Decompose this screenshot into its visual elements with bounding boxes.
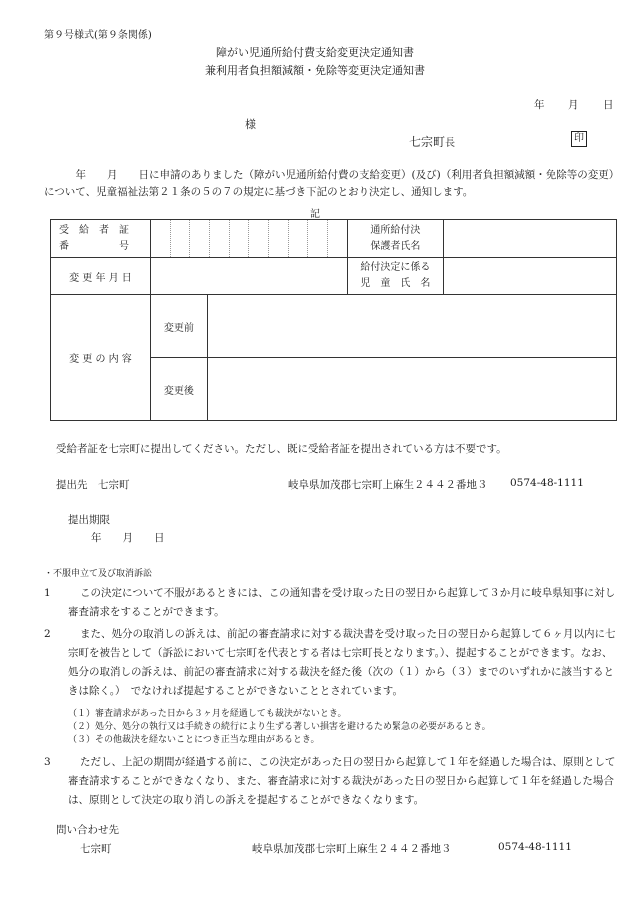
before-change-field[interactable] bbox=[207, 295, 616, 358]
ki-marker: 記 bbox=[310, 209, 320, 220]
objection-item: 1 この決定について不服があるときには、この通知書を受け取った日の翌日から起算して３か月に岐阜県知事に対し審査請求をすることができます。 bbox=[44, 587, 616, 618]
submission-destination: 提出先 七宗町 bbox=[56, 479, 130, 491]
addressee-honorific: 様 bbox=[245, 118, 256, 131]
child-name-field[interactable] bbox=[444, 258, 617, 295]
after-change-label: 変更後 bbox=[150, 358, 207, 421]
notice-text: 年 月 日に申請のありました（障がい児通所給付費の支給変更）(及び)（利用者負担額減額・免除等の変更）について、児童福祉法第２１条の５の７の規定に基づき下記のとおり決定し、通知します。 bbox=[44, 169, 614, 198]
document-title: 障がい児通所給付費支給変更決定通知書 bbox=[216, 46, 414, 59]
objection-sub-item: （２）処分、処分の執行又は手続きの続行により生ずる著しい損害を避けるため緊急の必要があるとき。 bbox=[68, 722, 491, 732]
objection-sub-item: （３）その他裁決を経ないことにつき正当な理由があるとき。 bbox=[68, 735, 320, 745]
guardian-name-field[interactable] bbox=[444, 220, 617, 258]
inquiry-phone: 0574-48-1111 bbox=[498, 841, 572, 853]
submission-note: 受給者証を七宗町に提出してください。ただし、既に受給者証を提出されている方は不要です。 bbox=[56, 443, 507, 455]
change-content-label: 変 更 の 内 容 bbox=[51, 295, 151, 421]
before-change-label: 変更前 bbox=[150, 295, 207, 358]
after-change-field[interactable] bbox=[207, 358, 616, 421]
document-subtitle: 兼利用者負担額減額・免除等変更決定通知書 bbox=[205, 64, 425, 77]
inquiry-town: 七宗町 bbox=[80, 843, 112, 855]
objection-heading: ・不服申立て及び取消訴訟 bbox=[44, 569, 153, 579]
guardian-name-label: 通所給付決 保護者氏名 bbox=[347, 220, 444, 258]
inquiry-address: 岐阜県加茂郡七宗町上麻生２４４２番地３ bbox=[252, 843, 452, 855]
issue-date-day: 日 bbox=[603, 99, 614, 111]
objection-item: 3 ただし、上記の期間が経過する前に、この決定があった日の翌日から起算して１年を経過した場合は、原則として審査請求することができなくなり、また、審査請求に対する裁決があった日の翌日から起算して１年を経過した場合は、原則として決定の取り消しの訴えを提起することができなくなります。 bbox=[44, 756, 616, 806]
recipient-cert-label: 受 給 者 証 番 号 bbox=[51, 220, 151, 258]
deadline-date: 年 月 日 bbox=[91, 532, 165, 544]
inquiry-label: 問い合わせ先 bbox=[56, 824, 119, 836]
submission-phone: 0574-48-1111 bbox=[510, 477, 584, 489]
issuer-name: 七宗町長 bbox=[409, 135, 456, 149]
form-number: 第９号様式(第９条関係) bbox=[44, 30, 152, 41]
submission-address: 岐阜県加茂郡七宗町上麻生２４４２番地３ bbox=[288, 479, 488, 491]
change-date-label: 変 更 年 月 日 bbox=[51, 258, 151, 295]
objection-sub-item: （１）審査請求があった日から３ヶ月を経過しても裁決がないとき。 bbox=[68, 709, 347, 719]
recipient-cert-number-field[interactable] bbox=[150, 220, 347, 258]
decision-table bbox=[50, 219, 617, 421]
objection-item: 2 また、処分の取消しの訴えは、前記の審査請求に対する裁決書を受け取った日の翌日から起算して６ヶ月以内に七宗町を被告として（訴訟において七宗町を代表とする者は七宗町長となります。）、提起することができます。なお、処分の取消しの訴えは、前記の審査請求に対する裁決を経た後（次の（１）から（３）までのいずれかに該当するときは除く。） でなければ提起することができないこととされています。 bbox=[44, 628, 616, 697]
deadline-label: 提出期限 bbox=[68, 514, 110, 526]
child-name-label: 給付決定に係る 児 童 氏 名 bbox=[347, 258, 444, 295]
seal-box: 印 bbox=[571, 131, 587, 147]
issue-date-year: 年 bbox=[534, 99, 545, 111]
issue-date-month: 月 bbox=[568, 99, 579, 111]
change-date-field[interactable] bbox=[150, 258, 347, 295]
